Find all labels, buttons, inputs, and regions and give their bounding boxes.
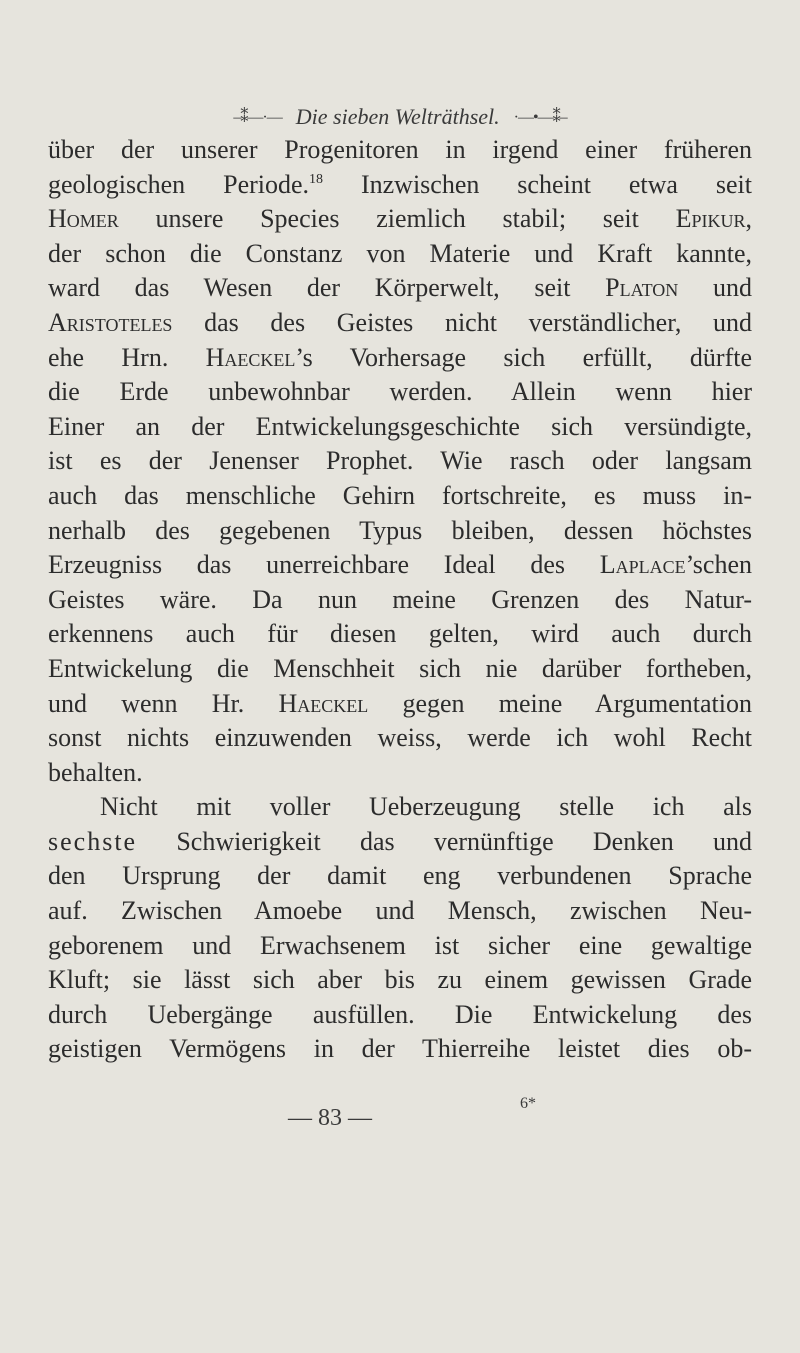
header-ornament-left: –⁑—·— <box>233 109 282 126</box>
text-line: auch das menschliche Gehirn fortschreite, es muss in- <box>48 480 752 510</box>
text-line: erkennens auch für diesen gelten, wird auch durch <box>48 619 752 649</box>
text-line: der schon die Constanz von Materie und Kraft kannte, <box>48 238 752 268</box>
text-line: geborenem und Erwachsenem ist sicher eine gewaltige <box>48 930 752 960</box>
text-line: ward das Wesen der Körperwelt, seit Platon und <box>48 273 753 303</box>
text-line: Nicht mit voller Ueberzeugung stelle ich als <box>100 792 752 822</box>
running-header <box>0 104 800 130</box>
text-line: nerhalb des gegebenen Typus bleiben, dessen höchstes <box>48 515 752 545</box>
text-line: über der unserer Progenitoren in irgend einer früheren <box>48 135 752 164</box>
name-laplace: Laplace <box>599 550 686 580</box>
header-ornament-right: ·—•—⁑– <box>513 109 567 126</box>
text-line: Geistes wäre. Da nun meine Grenzen des Natur- <box>48 584 752 614</box>
name-homer: Homer <box>48 204 119 234</box>
spaced-emphasis: sechste <box>48 826 138 856</box>
body-text <box>48 133 752 1067</box>
signature-mark: 6* <box>520 1095 536 1112</box>
text-line: den Ursprung der damit eng verbundenen Sprache <box>48 861 752 891</box>
name-haeckel: Haeckel <box>205 342 296 372</box>
text-line: ehe Hrn. Haeckel’s Vorhersage sich erfüllt, dürfte <box>48 342 752 372</box>
text-line: durch Uebergänge ausfüllen. Die Entwickelung des <box>48 999 752 1029</box>
text-line: auf. Zwischen Amoebe und Mensch, zwischen Neu- <box>48 896 752 926</box>
text-line: behalten. <box>48 757 143 787</box>
page-footer <box>0 1095 800 1135</box>
text-line: Einer an der Entwickelungsgeschichte sich versündigte, <box>48 411 752 441</box>
text-line: Aristoteles das des Geistes nicht verständlicher, und <box>48 307 752 337</box>
footnote-marker: 18 <box>309 171 324 187</box>
text-line: die Erde unbewohnbar werden. Allein wenn hier <box>48 377 752 407</box>
text-line: Entwickelung die Menschheit sich nie darüber fortheben, <box>48 653 752 683</box>
text-line: und wenn Hr. Haeckel gegen meine Argumentation <box>48 688 752 718</box>
text-line: geistigen Vermögens in der Thierreihe leistet dies ob- <box>48 1034 752 1064</box>
text-line: Homer unsere Species ziemlich stabil; seit Epikur, <box>48 204 752 234</box>
text-line: geologischen Periode.$^{18}$ Inzwischen scheint etwa seit <box>48 169 752 199</box>
name-epikur: Epikur <box>675 204 746 234</box>
name-platon: Platon <box>605 273 679 303</box>
name-haeckel: Haeckel <box>278 688 369 718</box>
page-number: — 83 — <box>288 1105 372 1131</box>
text-line: Kluft; sie lässt sich aber bis zu einem gewissen Grade <box>48 965 752 995</box>
name-aristoteles: Aristoteles <box>48 307 173 337</box>
text-line: ist es der Jenenser Prophet. Wie rasch oder langsam <box>48 446 752 476</box>
text-line: sechste Schwierigkeit das vernünftige Denken und <box>48 826 752 856</box>
text-line: sonst nichts einzuwenden weiss, werde ich wohl Recht <box>48 723 752 753</box>
text-line: Erzeugniss das unerreichbare Ideal des Laplace’schen <box>48 550 752 580</box>
running-title: Die sieben Welträthsel. <box>295 104 500 129</box>
